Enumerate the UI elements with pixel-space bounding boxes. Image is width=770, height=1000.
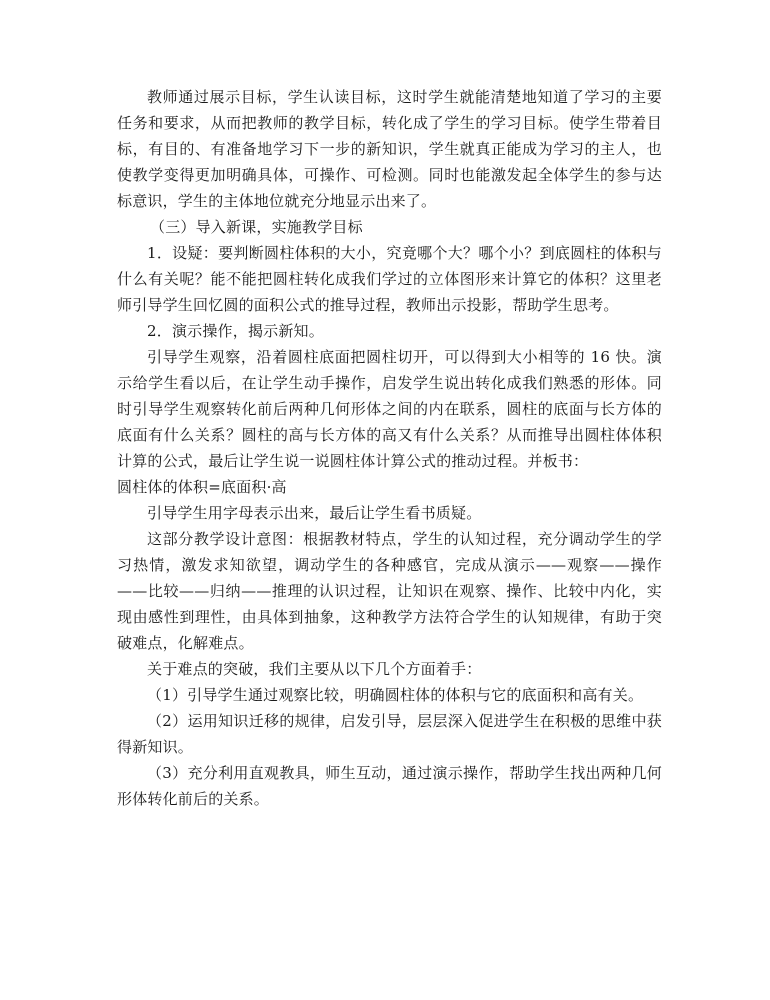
list-item-2: （2）运用知识迁移的规律，启发引导，层层深入促进学生在积极的思维中获得新知识。	[117, 712, 662, 756]
document-page	[117, 84, 662, 812]
formula-line: 圆柱体的体积=底面积·高	[117, 478, 287, 496]
paragraph-difficulty-intro: 关于难点的突破，我们主要从以下几个方面着手：	[147, 660, 482, 678]
paragraph-design-intent: 这部分教学设计意图：根据教材特点，学生的认知过程，充分调动学生的学习热情，激发求知欲望，调动学生的各种感官，完成从演示——观察——操作——比较——归纳——推理的认识过程，让知识在观察、操作、比较中内化，实现由感性到理性，由具体到抽象，这种教学方法符合学生的认知规律，有助于突破难点，化解难点。	[117, 530, 662, 652]
paragraph-letter-representation: 引导学生用字母表示出来，最后让学生看书质疑。	[147, 504, 482, 522]
paragraph-demo-heading: 2．演示操作，揭示新知。	[147, 322, 324, 340]
paragraph-guide-observation: 引导学生观察，沿着圆柱底面把圆柱切开，可以得到大小相等的 16 快。演示给学生看以后，在让学生动手操作，启发学生说出转化成我们熟悉的形体。同时引导学生观察转化前后两种几何形体之间的内在联系，圆柱的底面与长方体的底面有什么关系？圆柱的高与长方体的高又有什么关系？从而推导出圆柱体体积计算的公式，最后让学生说一说圆柱体计算公式的推动过程。并板书：	[117, 348, 662, 470]
section-heading-3: （三）导入新课，实施教学目标	[150, 218, 363, 236]
paragraph-goal-display: 教师通过展示目标，学生认读目标，这时学生就能清楚地知道了学习的主要任务和要求，从而把教师的教学目标，转化成了学生的学习目标。使学生带着目标，有目的、有准备地学习下一步的新知识，学生就真正能成为学习的主人，也使教学变得更加明确具体，可操作、可检测。同时也能激发起全体学生的参与达标意识，学生的主体地位就充分地显示出来了。	[117, 88, 662, 210]
list-item-3: （3）充分利用直观教具，师生互动，通过演示操作，帮助学生找出两种几何形体转化前后的关系。	[117, 764, 662, 808]
list-item-1: （1）引导学生通过观察比较，明确圆柱体的体积与它的底面积和高有关。	[147, 686, 644, 704]
paragraph-question: 1．设疑：要判断圆柱体积的大小，究竟哪个大？哪个小？到底圆柱的体积与什么有关呢？能不能把圆柱转化成我们学过的立体图形来计算它的体积？这里老师引导学生回忆圆的面积公式的推导过程，教师出示投影，帮助学生思考。	[117, 244, 662, 314]
